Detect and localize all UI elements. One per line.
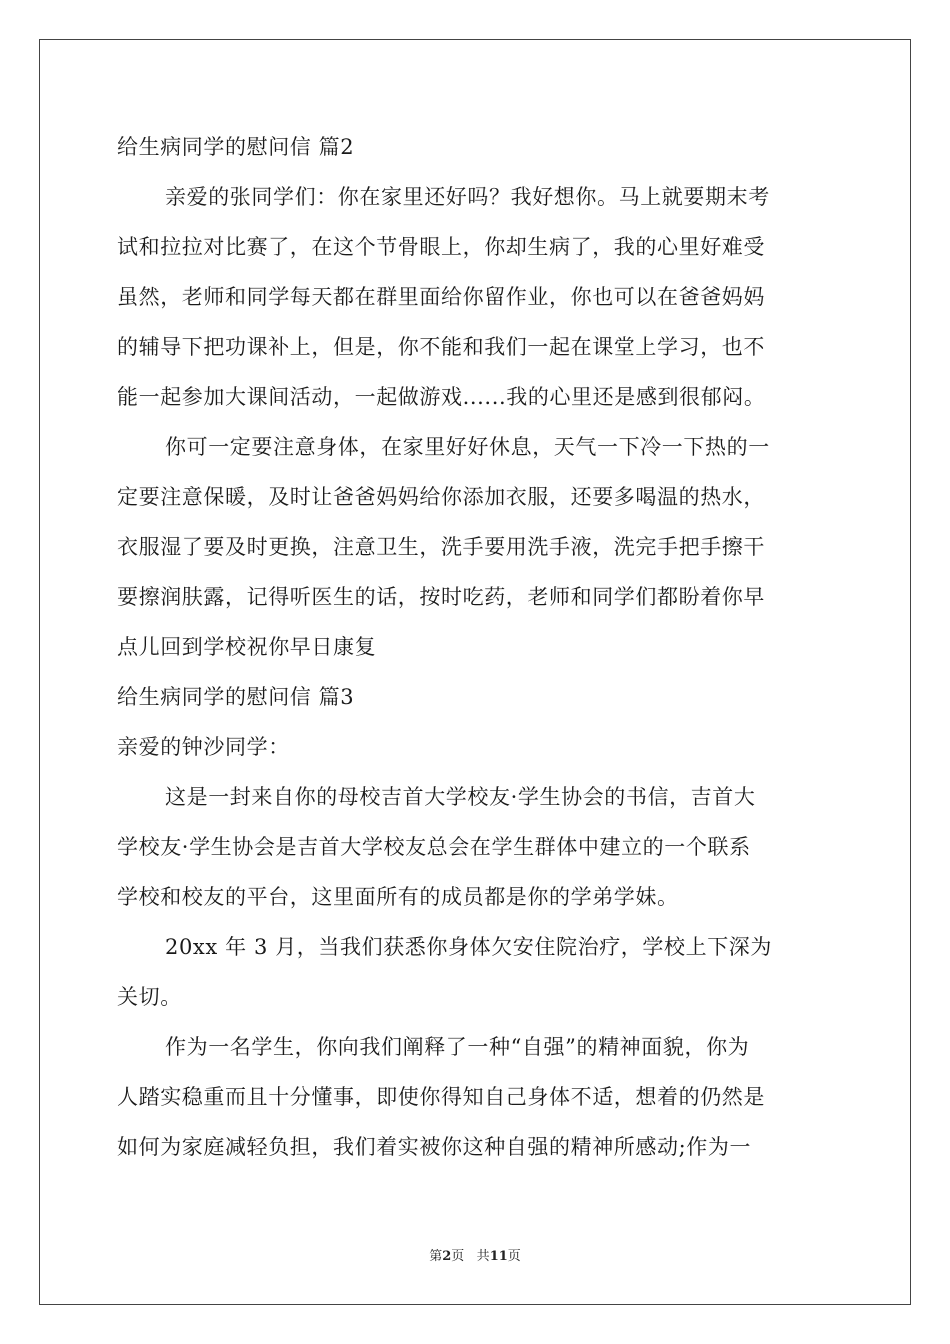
section-2-heading: 给生病同学的慰问信 篇2 [117,135,355,159]
section-3-paragraph-2 [117,922,837,1022]
text-line: 学校和校友的平台，这里面所有的成员都是你的学弟学妹。 [117,885,679,909]
text-line: 你可一定要注意身体，在家里好好休息，天气一下冷一下热的一 [165,435,770,459]
text-line: 人踏实稳重而且十分懂事，即使你得知自己身体不适，想着的仍然是 [117,1085,765,1109]
text-line: 学校友·学生协会是吉首大学校友总会在学生群体中建立的一个联系 [117,835,751,859]
section-2-paragraph-1 [117,172,837,422]
text-line: 定要注意保暖，及时让爸爸妈妈给你添加衣服，还要多喝温的热水， [117,485,765,509]
text-line: 虽然，老师和同学每天都在群里面给你留作业，你也可以在爸爸妈妈 [117,285,765,309]
text-line: 作为一名学生，你向我们阐释了一种“自强”的精神面貌，你为 [165,1035,750,1059]
footer-page-number: 2 [442,1249,452,1264]
footer-total-pages: 11 [489,1249,508,1264]
text-line: 亲爱的张同学们：你在家里还好吗？我好想你。马上就要期末考 [165,185,770,209]
footer-prefix: 第 [429,1249,443,1264]
section-3-paragraph-1 [117,772,837,922]
section-2-paragraph-2 [117,422,837,672]
text-line: 试和拉拉对比赛了，在这个节骨眼上，你却生病了，我的心里好难受 [117,235,765,259]
text-line: 点儿回到学校祝你早日康复 [117,635,377,659]
text-line: 20xx 年 3 月，当我们获悉你身体欠安住院治疗，学校上下深为 [165,935,772,959]
document-body [117,122,837,1172]
page-footer [0,1245,950,1264]
text-line: 衣服湿了要及时更换，注意卫生，洗手要用洗手液，洗完手把手擦干 [117,535,765,559]
text-line: 这是一封来自你的母校吉首大学校友·学生协会的书信，吉首大 [165,785,756,809]
text-line: 如何为家庭减轻负担，我们着实被你这种自强的精神所感动;作为一 [117,1135,752,1159]
section-3-paragraph-3 [117,1022,837,1172]
section-3-heading: 给生病同学的慰问信 篇3 [117,685,355,709]
text-line: 关切。 [117,985,182,1009]
section-3-salutation: 亲爱的钟沙同学： [117,735,290,759]
footer-total-prefix: 共 [476,1249,490,1264]
text-line: 要擦润肤露，记得听医生的话，按时吃药，老师和同学们都盼着你早 [117,585,765,609]
text-line: 的辅导下把功课补上，但是，你不能和我们一起在课堂上学习，也不 [117,335,765,359]
footer-total-suffix: 页 [507,1249,521,1264]
footer-page-suffix: 页 [451,1249,465,1264]
text-line: 能一起参加大课间活动，一起做游戏......我的心里还是感到很郁闷。 [117,385,766,409]
